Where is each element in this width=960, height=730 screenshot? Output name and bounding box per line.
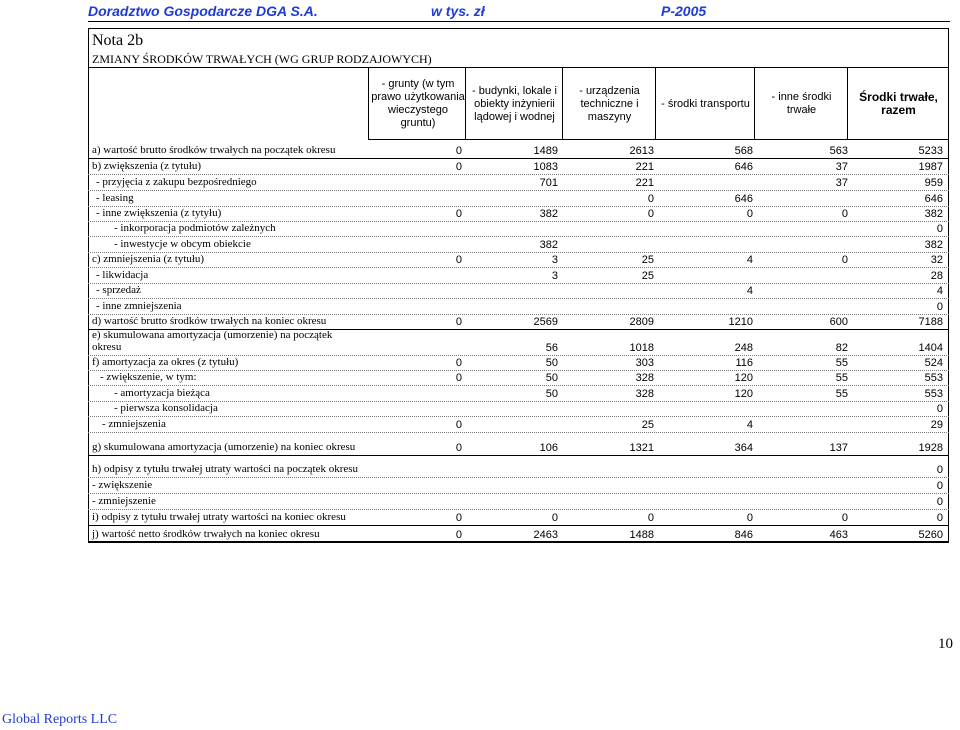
table-row: [88, 355, 949, 370]
table-row: [88, 329, 949, 355]
cell-value: 0: [936, 403, 943, 415]
cell-value: 2463: [533, 529, 558, 541]
row-label: b) zwiększenia (z tytułu): [92, 160, 202, 172]
cell-value: 0: [936, 480, 943, 492]
cell-value: 0: [455, 357, 462, 369]
cell-value: 563: [829, 145, 848, 157]
row-label: j) wartość netto środków trwałych na koniec okresu: [92, 528, 320, 540]
column-header-label: - budynki, lokale i obiekty inżynierii lądowej i wodnej: [472, 84, 557, 123]
page-number: 10: [938, 636, 953, 652]
row-label: - inkorporacja podmiotów zależnych: [114, 222, 276, 234]
cell-value: 0: [455, 208, 462, 220]
cell-value: 1987: [918, 161, 943, 173]
cell-value: 0: [936, 512, 943, 524]
table-row: [88, 401, 949, 416]
cell-value: 0: [936, 301, 943, 313]
cell-value: 248: [734, 342, 753, 354]
cell-value: 55: [835, 357, 848, 369]
cell-value: 0: [647, 512, 654, 524]
table-row: [88, 221, 949, 236]
row-label: - przyjęcia z zakupu bezpośredniego: [96, 176, 257, 188]
cell-value: 28: [930, 270, 943, 282]
table-row: [88, 525, 949, 542]
cell-value: 328: [635, 372, 654, 384]
cell-value: 4: [746, 254, 753, 266]
cell-value: 0: [841, 208, 848, 220]
column-header-label: - środki transportu: [661, 97, 750, 110]
cell-value: 646: [924, 193, 943, 205]
table-row: [88, 477, 949, 493]
footer-text: Global Reports LLC: [2, 712, 118, 727]
column-header-label: - urządzenia techniczne i maszyny: [579, 84, 640, 123]
table-row: [88, 174, 949, 190]
row-label: - pierwsza konsolidacja: [114, 402, 218, 414]
cell-value: 5260: [918, 529, 943, 541]
cell-value: 553: [924, 372, 943, 384]
table-row: [88, 416, 949, 432]
cell-value: 37: [835, 177, 848, 189]
row-label: - inwestycje w obcym obiekcie: [114, 238, 251, 250]
column-header-label: Środki trwałe, razem: [859, 90, 938, 117]
cell-value: 701: [539, 177, 558, 189]
column-header-cell: [848, 68, 949, 140]
row-label: c) zmniejszenia (z tytułu): [92, 253, 205, 265]
cell-value: 303: [635, 357, 654, 369]
row-label: - zwiększenie: [92, 479, 153, 491]
row-label: e) skumulowana amortyzacja (umorzenie) na początek: [92, 329, 333, 341]
column-header-cell: [563, 68, 656, 140]
cell-value: 0: [455, 161, 462, 173]
row-label: - leasing: [96, 192, 134, 204]
table-row: [88, 370, 949, 385]
table-row: [88, 190, 949, 206]
cell-value: 646: [734, 193, 753, 205]
cell-value: 1321: [629, 442, 654, 454]
cell-value: 0: [647, 193, 654, 205]
cell-value: 0: [746, 208, 753, 220]
table-row: [88, 493, 949, 509]
table-row: [88, 206, 949, 221]
cell-value: 524: [924, 357, 943, 369]
cell-value: 0: [551, 512, 558, 524]
column-header-cell: [656, 68, 755, 140]
cell-value: 2569: [533, 316, 558, 328]
row-label: - amortyzacja bieżąca: [114, 387, 210, 399]
cell-value: 0: [455, 254, 462, 266]
note-title: Nota 2b: [92, 32, 144, 49]
cell-value: 3: [551, 254, 558, 266]
table-row: [88, 509, 949, 525]
cell-value: 50: [545, 372, 558, 384]
period-label: P-2005: [661, 3, 707, 19]
row-label: - zwiększenie, w tym:: [100, 371, 197, 383]
cell-value: 0: [455, 372, 462, 384]
cell-value: 56: [545, 342, 558, 354]
note-subtitle: ZMIANY ŚRODKÓW TRWAŁYCH (WG GRUP RODZAJOWYCH): [92, 52, 432, 66]
cell-value: 600: [829, 316, 848, 328]
table-row: [88, 432, 949, 455]
cell-value: 0: [936, 496, 943, 508]
cell-value: 0: [455, 512, 462, 524]
cell-value: 463: [829, 529, 848, 541]
cell-value: 82: [835, 342, 848, 354]
row-label: i) odpisy z tytułu trwałej utraty wartości na koniec okresu: [92, 511, 346, 523]
cell-value: 0: [455, 419, 462, 431]
column-header-label: - inne środki trwałe: [771, 91, 832, 116]
cell-value: 120: [734, 388, 753, 400]
column-header-cell: [466, 68, 563, 140]
header-divider: [88, 21, 950, 22]
table-row: [88, 455, 949, 477]
cell-value: 25: [641, 270, 654, 282]
cell-value: 221: [635, 161, 654, 173]
cell-value: 1928: [918, 442, 943, 454]
row-divider: [88, 542, 949, 543]
table-row: [88, 298, 949, 314]
cell-value: 0: [746, 512, 753, 524]
table-row: [88, 143, 949, 158]
row-label-continued: okresu: [92, 341, 122, 353]
cell-value: 25: [641, 254, 654, 266]
cell-value: 4: [936, 285, 943, 297]
cell-value: 568: [734, 145, 753, 157]
table-row: [88, 314, 949, 329]
cell-value: 4: [746, 419, 753, 431]
cell-value: 137: [829, 442, 848, 454]
row-label: - zmniejszenie: [92, 495, 156, 507]
cell-value: 0: [647, 208, 654, 220]
cell-value: 0: [841, 254, 848, 266]
cell-value: 382: [539, 239, 558, 251]
cell-value: 0: [936, 464, 943, 476]
row-label: a) wartość brutto środków trwałych na początek okresu: [92, 144, 336, 156]
cell-value: 4: [746, 285, 753, 297]
cell-value: 25: [641, 419, 654, 431]
cell-value: 7188: [918, 316, 943, 328]
cell-value: 646: [734, 161, 753, 173]
table-row: [88, 267, 949, 283]
column-header-cell: [755, 68, 848, 140]
cell-value: 29: [930, 419, 943, 431]
cell-value: 846: [734, 529, 753, 541]
cell-value: 37: [835, 161, 848, 173]
cell-value: 50: [545, 388, 558, 400]
row-label: - sprzedaż: [96, 284, 141, 296]
cell-value: 116: [735, 357, 753, 369]
cell-value: 1083: [533, 161, 558, 173]
cell-value: 0: [455, 442, 462, 454]
cell-value: 50: [545, 357, 558, 369]
cell-value: 120: [734, 372, 753, 384]
cell-value: 0: [936, 223, 943, 235]
unit-label: w tys. zł: [431, 3, 485, 19]
table-row: [88, 252, 949, 267]
cell-value: 382: [539, 208, 558, 220]
row-label: f) amortyzacja za okres (z tytułu): [92, 356, 239, 368]
row-label: g) skumulowana amortyzacja (umorzenie) na koniec okresu: [92, 441, 356, 453]
column-header-cell: [368, 68, 466, 140]
table-row: [88, 385, 949, 401]
table-row: [88, 158, 949, 174]
table-row: [88, 283, 949, 298]
cell-value: 55: [835, 372, 848, 384]
row-label: - likwidacja: [96, 269, 149, 281]
cell-value: 1489: [533, 145, 558, 157]
cell-value: 3: [551, 270, 558, 282]
cell-value: 2809: [629, 316, 654, 328]
cell-value: 221: [635, 177, 654, 189]
cell-value: 0: [455, 145, 462, 157]
page-header: [88, 3, 708, 20]
cell-value: 0: [455, 529, 462, 541]
cell-value: 106: [539, 442, 558, 454]
company-name: Doradztwo Gospodarcze DGA S.A.: [88, 3, 318, 19]
cell-value: 0: [455, 316, 462, 328]
cell-value: 382: [924, 239, 943, 251]
cell-value: 364: [734, 442, 753, 454]
row-label: - zmniejszenia: [102, 418, 166, 430]
cell-value: 5233: [918, 145, 943, 157]
cell-value: 959: [924, 177, 943, 189]
table-row: [88, 236, 949, 252]
cell-value: 0: [841, 512, 848, 524]
cell-value: 1488: [629, 529, 654, 541]
row-label: - inne zmniejszenia: [96, 300, 182, 312]
cell-value: 32: [930, 254, 943, 266]
row-label: h) odpisy z tytułu trwałej utraty wartości na początek okresu: [92, 463, 359, 475]
cell-value: 553: [924, 388, 943, 400]
row-label: d) wartość brutto środków trwałych na koniec okresu: [92, 315, 327, 327]
column-header-label: - grunty (w tym prawo użytkowania wieczystego gruntu): [371, 78, 465, 129]
cell-value: 1210: [728, 316, 753, 328]
cell-value: 1018: [629, 342, 654, 354]
cell-value: 2613: [629, 145, 654, 157]
cell-value: 1404: [918, 342, 943, 354]
row-label: - inne zwiększenia (z tytyłu): [96, 207, 222, 219]
cell-value: 382: [924, 208, 943, 220]
cell-value: 328: [635, 388, 654, 400]
cell-value: 55: [835, 388, 848, 400]
